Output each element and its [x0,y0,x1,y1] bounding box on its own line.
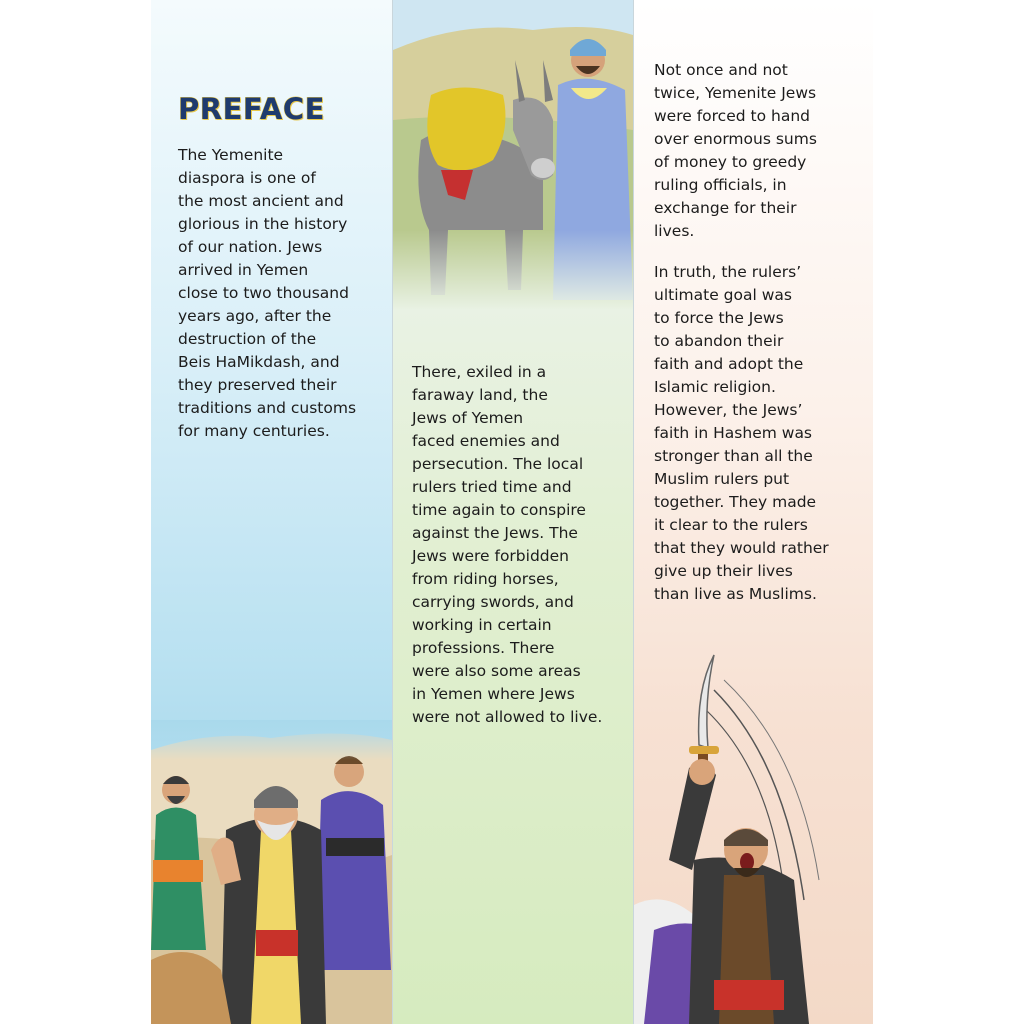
text-line: over enormous sums [654,130,817,148]
text-line: that they would rather [654,539,829,557]
text-line: In truth, the rulers’ [654,263,802,281]
text-line: together. They made [654,493,817,511]
text-line: working in certain [412,616,552,634]
preface-title: PREFACE [178,92,325,126]
text-line: professions. There [412,639,555,657]
text-line: Beis HaMikdash, and [178,353,340,371]
text-line: were also some areas [412,662,581,680]
text-line: There, exiled in a [412,363,547,381]
ruler-illustration [634,650,873,1024]
text-line: The Yemenite [178,146,284,164]
text-line: traditions and customs [178,399,357,417]
text-line: destruction of the [178,330,317,348]
text-line: faced enemies and [412,432,560,450]
middle-text [412,361,627,729]
text-line: in Yemen where Jews [412,685,575,703]
preface-column [151,0,392,1024]
text-line: faraway land, the [412,386,548,404]
preface-paragraph [178,144,383,443]
text-line: Not once and not [654,61,788,79]
text-line: Jews of Yemen [412,409,524,427]
text-line: However, the Jews’ [654,401,803,419]
text-line: the most ancient and [178,192,344,210]
text-line: ultimate goal was [654,286,792,304]
donkey-illustration [393,0,633,310]
text-line: to force the Jews [654,309,784,327]
right-column [634,0,873,1024]
text-line: than live as Muslims. [654,585,817,603]
text-line: faith in Hashem was [654,424,813,442]
book-page [151,0,873,1024]
text-line: Islamic religion. [654,378,776,396]
preface-text [178,144,383,443]
text-line: ruling officials, in [654,176,787,194]
right-paragraph-1 [654,59,869,243]
text-line: against the Jews. The [412,524,578,542]
text-line: close to two thousand [178,284,349,302]
text-line: persecution. The local [412,455,584,473]
text-line: were not allowed to live. [412,708,603,726]
text-line: stronger than all the [654,447,813,465]
text-line: from riding horses, [412,570,559,588]
text-line: carrying swords, and [412,593,574,611]
text-line: faith and adopt the [654,355,804,373]
text-line: exchange for their [654,199,797,217]
text-line: Jews were forbidden [412,547,569,565]
middle-paragraph [412,361,627,729]
text-line: give up their lives [654,562,793,580]
text-line: arrived in Yemen [178,261,309,279]
right-text [654,59,869,606]
elders-illustration [151,720,392,1024]
text-line: of our nation. Jews [178,238,323,256]
right-paragraph-2 [654,261,869,606]
middle-column [393,0,633,1024]
text-line: diaspora is one of [178,169,316,187]
text-line: lives. [654,222,695,240]
text-line: rulers tried time and [412,478,572,496]
text-line: twice, Yemenite Jews [654,84,817,102]
text-line: years ago, after the [178,307,332,325]
text-line: Muslim rulers put [654,470,790,488]
text-line: to abandon their [654,332,784,350]
text-line: time again to conspire [412,501,586,519]
text-line: for many centuries. [178,422,330,440]
text-line: were forced to hand [654,107,810,125]
text-line: of money to greedy [654,153,807,171]
text-line: they preserved their [178,376,337,394]
text-line: glorious in the history [178,215,348,233]
text-line: it clear to the rulers [654,516,808,534]
